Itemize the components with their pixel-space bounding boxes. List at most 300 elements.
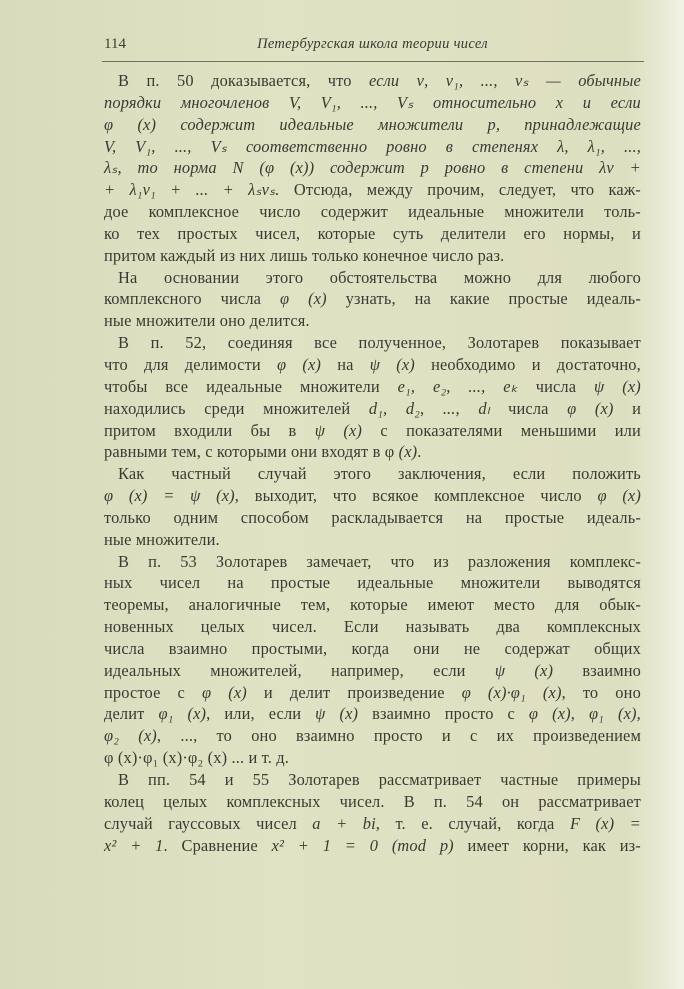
word bbox=[177, 223, 237, 245]
italic-text: (x) bbox=[542, 682, 562, 702]
text: общих bbox=[594, 638, 641, 658]
word bbox=[547, 616, 641, 638]
word bbox=[630, 157, 641, 179]
word bbox=[337, 354, 353, 376]
word bbox=[536, 376, 577, 398]
text: когда bbox=[351, 638, 390, 658]
word bbox=[517, 813, 555, 835]
word bbox=[189, 594, 281, 616]
word bbox=[211, 70, 310, 92]
word: φ bbox=[384, 442, 399, 462]
word bbox=[289, 420, 297, 442]
word bbox=[290, 157, 314, 179]
word bbox=[250, 310, 310, 332]
text: любого bbox=[588, 267, 641, 287]
word bbox=[538, 791, 641, 813]
italic-text: обычные bbox=[578, 71, 641, 90]
word bbox=[508, 703, 515, 725]
word bbox=[470, 725, 477, 747]
text: и bbox=[631, 223, 641, 243]
text: раз. bbox=[477, 245, 505, 265]
word bbox=[318, 223, 376, 245]
text: на bbox=[337, 354, 354, 374]
word bbox=[104, 420, 156, 442]
word bbox=[290, 682, 330, 704]
text: простые bbox=[270, 573, 331, 593]
text: все bbox=[165, 376, 189, 396]
text: меньшими bbox=[520, 420, 597, 440]
word bbox=[104, 157, 122, 179]
word bbox=[578, 70, 641, 92]
word bbox=[315, 703, 325, 725]
word bbox=[181, 92, 270, 114]
word: ные bbox=[104, 311, 136, 331]
text: имеют bbox=[427, 595, 475, 615]
italic-text: (x) bbox=[228, 682, 247, 702]
italic-text: (mod bbox=[391, 835, 427, 855]
text: и bbox=[441, 726, 451, 746]
text: которые bbox=[317, 223, 376, 243]
word bbox=[224, 703, 254, 725]
text-line bbox=[104, 507, 641, 529]
text: комплексных bbox=[226, 791, 321, 811]
word bbox=[622, 485, 641, 507]
italic-text: λₛ, bbox=[104, 158, 122, 178]
word: притом bbox=[104, 245, 161, 265]
word bbox=[448, 813, 501, 835]
word bbox=[567, 572, 641, 594]
text: чисел, bbox=[255, 223, 301, 243]
word bbox=[175, 136, 192, 158]
word bbox=[258, 463, 307, 485]
word: только bbox=[311, 245, 363, 265]
word bbox=[499, 179, 556, 201]
word bbox=[144, 354, 169, 376]
text: и bbox=[224, 770, 234, 789]
word bbox=[508, 398, 549, 420]
text: числа bbox=[104, 638, 145, 658]
word bbox=[352, 638, 390, 660]
word bbox=[201, 616, 245, 638]
text: идеаль- bbox=[586, 289, 641, 309]
word bbox=[523, 835, 569, 857]
word bbox=[431, 354, 515, 376]
word bbox=[395, 813, 405, 835]
word bbox=[440, 835, 454, 857]
text: выводятся bbox=[567, 573, 641, 593]
word bbox=[251, 725, 277, 747]
word bbox=[572, 463, 641, 485]
word bbox=[137, 223, 160, 245]
text: суть bbox=[392, 223, 424, 243]
word bbox=[331, 507, 443, 529]
text: число bbox=[259, 202, 301, 222]
text-line bbox=[104, 747, 641, 769]
word bbox=[624, 136, 641, 158]
word bbox=[104, 485, 113, 507]
text: колец bbox=[104, 791, 145, 811]
text: частные bbox=[500, 770, 559, 789]
text: Золотарев bbox=[467, 333, 540, 353]
word bbox=[104, 660, 181, 682]
word bbox=[138, 725, 161, 747]
italic-text: eₖ bbox=[503, 376, 518, 396]
text: с bbox=[470, 726, 478, 746]
text: В bbox=[118, 71, 130, 90]
italic-text: (x) bbox=[339, 704, 359, 724]
text-line bbox=[104, 835, 641, 857]
text: они bbox=[413, 638, 440, 658]
text: п. bbox=[148, 551, 162, 571]
text-line bbox=[104, 70, 641, 92]
word bbox=[272, 835, 285, 857]
word bbox=[180, 725, 197, 747]
text: следует, bbox=[498, 180, 557, 200]
word bbox=[611, 92, 641, 114]
word bbox=[497, 725, 514, 747]
word bbox=[104, 594, 169, 616]
text: обстоятельства bbox=[329, 267, 438, 287]
text: целых bbox=[200, 617, 245, 637]
word bbox=[104, 572, 132, 594]
word bbox=[246, 136, 367, 158]
text: числа bbox=[535, 376, 577, 396]
italic-text: степенях bbox=[472, 136, 539, 156]
italic-text: νₛ bbox=[515, 71, 529, 90]
word bbox=[168, 813, 240, 835]
text: показателями bbox=[406, 420, 503, 440]
text-line bbox=[104, 223, 641, 245]
word bbox=[163, 791, 207, 813]
word bbox=[300, 376, 380, 398]
word bbox=[280, 288, 289, 310]
word bbox=[226, 791, 320, 813]
word bbox=[415, 288, 431, 310]
word bbox=[104, 179, 115, 201]
word: каждый bbox=[160, 245, 220, 265]
text-line bbox=[104, 529, 641, 551]
text: ко bbox=[104, 223, 120, 243]
word bbox=[442, 725, 451, 747]
word bbox=[216, 551, 288, 573]
text-line bbox=[104, 420, 641, 442]
word bbox=[104, 682, 161, 704]
word bbox=[130, 835, 141, 857]
italic-text: относительно bbox=[433, 92, 537, 112]
text: обык- bbox=[599, 595, 641, 615]
italic-text: bi bbox=[362, 813, 376, 833]
italic-text: p) bbox=[439, 835, 454, 855]
word bbox=[221, 288, 262, 310]
word bbox=[296, 725, 355, 747]
italic-text: 0 bbox=[369, 835, 379, 855]
word bbox=[503, 376, 518, 398]
text: целых bbox=[163, 791, 208, 811]
word bbox=[393, 223, 424, 245]
italic-text: ψ bbox=[190, 486, 201, 506]
word bbox=[446, 136, 453, 158]
text: На bbox=[118, 267, 138, 287]
text: или bbox=[614, 420, 641, 440]
italic-text: λ₁ν₁ bbox=[129, 180, 156, 200]
italic-text: + bbox=[170, 180, 182, 200]
italic-text: идеальные bbox=[279, 114, 354, 134]
italic-text: φ bbox=[104, 486, 114, 506]
italic-text: степени bbox=[524, 158, 584, 178]
italic-text: = bbox=[629, 813, 641, 833]
word bbox=[464, 267, 511, 289]
word bbox=[259, 157, 274, 179]
word bbox=[589, 267, 641, 289]
text: комплекс- bbox=[569, 551, 641, 571]
text: способом bbox=[240, 507, 309, 527]
word bbox=[370, 835, 378, 857]
word bbox=[494, 594, 535, 616]
text: чтобы bbox=[104, 376, 148, 396]
italic-text: φ bbox=[597, 486, 607, 506]
word bbox=[417, 70, 429, 92]
word bbox=[500, 769, 558, 791]
page-number: 114 bbox=[104, 36, 126, 52]
italic-text: φ bbox=[528, 704, 539, 724]
word: входят bbox=[321, 442, 373, 462]
word bbox=[248, 179, 279, 201]
word bbox=[164, 267, 239, 289]
italic-text: (x) bbox=[595, 813, 615, 833]
text: взаимно bbox=[582, 660, 641, 680]
word bbox=[233, 157, 244, 179]
text: имеет bbox=[467, 835, 510, 855]
text-line bbox=[104, 354, 641, 376]
word bbox=[288, 769, 360, 791]
text: толь- bbox=[604, 202, 641, 222]
text: , bbox=[156, 726, 162, 746]
italic-text: многочленов bbox=[180, 92, 270, 112]
word bbox=[321, 201, 388, 223]
word bbox=[255, 485, 317, 507]
word bbox=[374, 725, 423, 747]
word bbox=[271, 572, 330, 594]
word bbox=[298, 835, 309, 857]
word bbox=[155, 835, 168, 857]
word bbox=[171, 463, 231, 485]
italic-text: + bbox=[336, 813, 348, 833]
italic-text: (x) bbox=[534, 660, 554, 680]
text: делит bbox=[289, 682, 331, 702]
text: аналогичные bbox=[188, 595, 281, 615]
word bbox=[361, 92, 378, 114]
italic-text: ψ bbox=[594, 376, 605, 396]
word bbox=[263, 398, 350, 420]
italic-text: d₁, bbox=[368, 398, 388, 418]
text: что bbox=[327, 71, 352, 90]
text: на bbox=[414, 289, 431, 309]
word bbox=[264, 682, 273, 704]
word bbox=[104, 114, 113, 136]
word bbox=[378, 114, 463, 136]
word bbox=[421, 813, 433, 835]
word bbox=[450, 288, 490, 310]
text: оно bbox=[615, 682, 641, 702]
text: для bbox=[144, 354, 169, 374]
text: достаточно, bbox=[556, 354, 641, 374]
word bbox=[301, 594, 331, 616]
word: (x)·φ₂ bbox=[162, 748, 208, 768]
italic-text: ν₁, bbox=[445, 71, 464, 90]
text-line bbox=[104, 245, 641, 267]
word bbox=[190, 485, 200, 507]
word bbox=[181, 835, 257, 857]
text: Сравнение bbox=[181, 835, 258, 855]
italic-text: ψ bbox=[494, 660, 506, 680]
italic-text: V₁, bbox=[320, 92, 342, 112]
text: простыми, bbox=[251, 638, 328, 658]
word bbox=[185, 354, 261, 376]
text: или, bbox=[224, 704, 255, 724]
word bbox=[370, 354, 380, 376]
word: с bbox=[205, 442, 217, 462]
word bbox=[524, 114, 641, 136]
word bbox=[441, 223, 506, 245]
word bbox=[502, 791, 519, 813]
text: содержат bbox=[504, 638, 570, 658]
text: притом bbox=[104, 420, 156, 440]
text: делители bbox=[440, 223, 507, 243]
text: чисел. bbox=[271, 617, 317, 637]
text: с bbox=[507, 704, 515, 724]
italic-text: принадлежащие bbox=[524, 114, 641, 134]
word bbox=[294, 179, 353, 201]
word: т. bbox=[261, 748, 277, 768]
italic-text: ψ bbox=[314, 420, 326, 440]
text: основании bbox=[163, 267, 240, 287]
word bbox=[211, 136, 227, 158]
word: них bbox=[239, 245, 270, 265]
text-line bbox=[104, 441, 641, 463]
word bbox=[148, 551, 161, 573]
word bbox=[428, 594, 474, 616]
text-line bbox=[104, 769, 641, 791]
text: содержит bbox=[320, 202, 388, 222]
text: примеры bbox=[577, 770, 641, 789]
word bbox=[216, 485, 239, 507]
word bbox=[504, 638, 569, 660]
italic-text: содержит bbox=[180, 114, 256, 134]
word bbox=[445, 703, 494, 725]
text: доказывается, bbox=[211, 71, 311, 90]
word bbox=[478, 245, 505, 267]
word bbox=[604, 201, 641, 223]
word bbox=[330, 267, 438, 289]
word bbox=[223, 179, 234, 201]
text: т. bbox=[395, 813, 406, 833]
italic-text: (x) bbox=[138, 726, 157, 746]
text-line bbox=[104, 92, 641, 114]
italic-text: (x) bbox=[308, 289, 327, 309]
text: произведением bbox=[533, 726, 641, 746]
text: раскладывается bbox=[331, 507, 444, 527]
word bbox=[173, 507, 218, 529]
text: этого bbox=[265, 267, 304, 287]
text: комплексных bbox=[546, 617, 641, 637]
text: для bbox=[537, 267, 563, 287]
word bbox=[472, 136, 538, 158]
word bbox=[478, 398, 489, 420]
word bbox=[599, 594, 641, 616]
word bbox=[509, 288, 568, 310]
italic-text: φ bbox=[276, 354, 287, 374]
word bbox=[615, 682, 641, 704]
word bbox=[433, 92, 536, 114]
text-line bbox=[104, 310, 641, 332]
word bbox=[540, 485, 581, 507]
italic-text: множители bbox=[378, 114, 464, 134]
word bbox=[170, 179, 181, 201]
text: произведение bbox=[347, 682, 445, 702]
word bbox=[252, 638, 328, 660]
text: то bbox=[582, 682, 599, 702]
word bbox=[314, 332, 337, 354]
word bbox=[256, 813, 297, 835]
italic-text: (x) bbox=[622, 376, 641, 396]
text: тех bbox=[137, 223, 160, 243]
word: равными bbox=[104, 442, 172, 462]
word: и bbox=[248, 748, 262, 768]
italic-text: (x)·φ₁ bbox=[487, 682, 526, 702]
word bbox=[129, 179, 155, 201]
word bbox=[468, 376, 485, 398]
word bbox=[379, 769, 482, 791]
word bbox=[217, 725, 232, 747]
word bbox=[323, 835, 331, 857]
word bbox=[149, 201, 240, 223]
word bbox=[104, 507, 151, 529]
text: множители. bbox=[135, 529, 220, 549]
text: случай bbox=[104, 813, 153, 833]
italic-text: φ bbox=[201, 682, 212, 702]
running-header bbox=[104, 36, 641, 56]
word bbox=[597, 485, 606, 507]
word bbox=[406, 420, 502, 442]
word bbox=[241, 507, 309, 529]
text: . bbox=[163, 835, 168, 855]
text: Если bbox=[343, 617, 379, 637]
text: делимости bbox=[184, 354, 261, 374]
word: оно bbox=[219, 311, 250, 331]
word bbox=[312, 813, 320, 835]
word bbox=[129, 485, 148, 507]
text: гауссовых bbox=[168, 813, 241, 833]
text-line bbox=[104, 114, 641, 136]
word bbox=[350, 594, 408, 616]
word bbox=[461, 572, 541, 594]
italic-text: ровно bbox=[444, 158, 486, 178]
italic-text: (x) bbox=[302, 354, 322, 374]
italic-text: λ, bbox=[557, 136, 569, 156]
word bbox=[582, 660, 641, 682]
text: простых bbox=[177, 223, 238, 243]
italic-text: (x) bbox=[396, 354, 415, 374]
word bbox=[136, 529, 220, 551]
text-line bbox=[104, 572, 641, 594]
italic-text: Vₛ bbox=[210, 136, 227, 156]
italic-text: ..., bbox=[360, 92, 378, 112]
word bbox=[468, 835, 510, 857]
text: 52, bbox=[185, 333, 207, 353]
text: не bbox=[463, 638, 481, 658]
word bbox=[372, 703, 431, 725]
word bbox=[118, 332, 129, 354]
